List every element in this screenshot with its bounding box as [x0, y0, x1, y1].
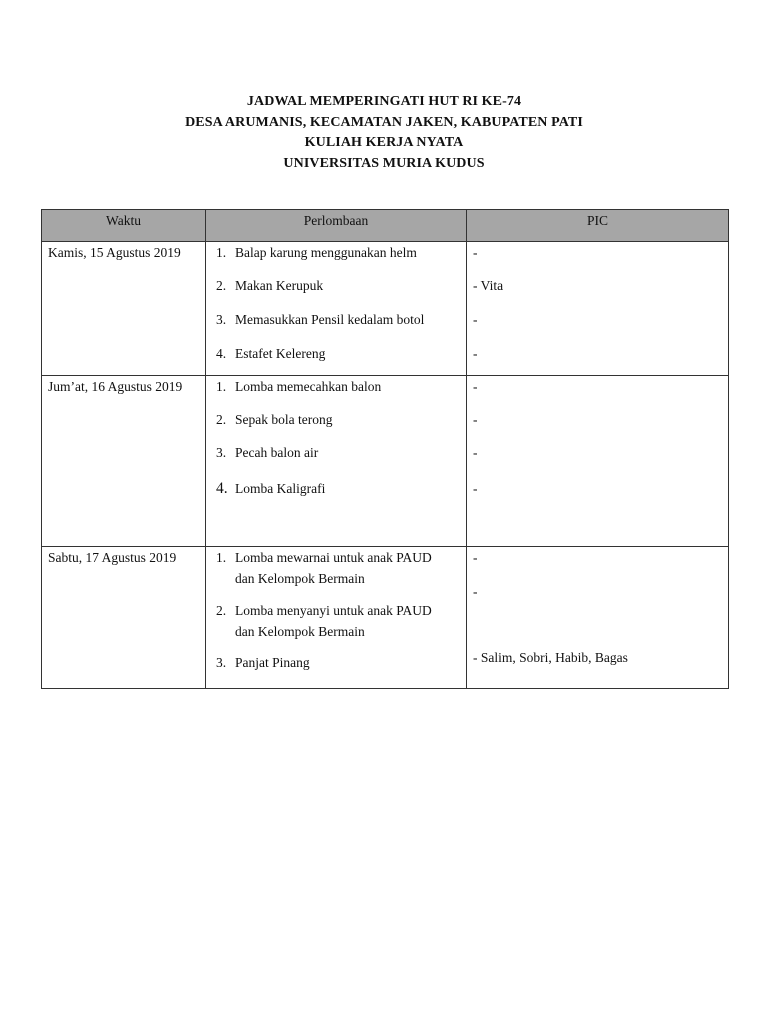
item-number: 4.: [216, 346, 227, 361]
list-item: [206, 377, 466, 397]
pic-value: -: [473, 584, 478, 599]
perlombaan-cell: [206, 547, 467, 689]
table-row: [42, 376, 729, 547]
item-text-line-1: Lomba menyanyi untuk anak PAUD: [235, 603, 432, 618]
schedule-table: [41, 209, 729, 689]
item-text: Balap karung menggunakan helm: [235, 245, 417, 260]
column-header-waktu: Waktu: [42, 210, 206, 242]
item-text-line-2: dan Kelompok Bermain: [235, 624, 365, 639]
item-text: Panjat Pinang: [235, 655, 310, 670]
pic-value: -: [473, 245, 478, 260]
pic-cell: [467, 376, 729, 547]
item-number: 1.: [216, 379, 227, 394]
pic-value: -: [473, 481, 478, 496]
document-title: [0, 92, 768, 174]
list-item: [206, 653, 466, 673]
table-row: [42, 242, 729, 376]
list-item: [206, 548, 466, 589]
item-text: Memasukkan Pensil kedalam botol: [235, 312, 425, 327]
title-line-1: JADWAL MEMPERINGATI HUT RI KE-74: [246, 94, 522, 109]
pic-value: -: [473, 445, 478, 460]
title-line-3: KULIAH KERJA NYATA: [304, 135, 464, 150]
item-text: Makan Kerupuk: [235, 278, 324, 293]
list-item: [206, 243, 466, 263]
title-line-4: UNIVERSITAS MURIA KUDUS: [283, 155, 485, 171]
table-row: [42, 547, 729, 689]
item-number: 3.: [216, 655, 227, 670]
item-number: 3.: [216, 312, 227, 327]
list-item: [206, 310, 466, 330]
item-text: Estafet Kelereng: [235, 346, 326, 361]
item-number: 1.: [216, 550, 227, 565]
pic-value: - Salim, Sobri, Habib, Bagas: [473, 650, 628, 665]
item-text: Lomba memecahkan balon: [235, 379, 382, 394]
item-text: Sepak bola terong: [235, 412, 333, 427]
pic-value: -: [473, 412, 478, 427]
table-header-row: [42, 210, 729, 242]
item-number: 2.: [216, 412, 227, 427]
list-item: [206, 479, 466, 499]
item-text: Pecah balon air: [235, 445, 319, 460]
item-text-line-1: Lomba mewarnai untuk anak PAUD: [235, 550, 432, 565]
pic-cell: [467, 547, 729, 689]
list-item: [206, 601, 466, 642]
item-text-line-2: dan Kelompok Bermain: [235, 571, 365, 586]
perlombaan-cell: [206, 242, 467, 376]
column-header-perlombaan: Perlombaan: [206, 210, 467, 242]
pic-value: - Vita: [473, 278, 504, 293]
item-number: 3.: [216, 445, 227, 460]
pic-value: -: [473, 312, 478, 327]
item-number: 2.: [216, 278, 227, 293]
pic-value: -: [473, 379, 478, 394]
waktu-cell: Kamis, 15 Agustus 2019: [42, 242, 206, 376]
list-item: [206, 344, 466, 364]
item-number: 4.: [216, 480, 228, 497]
pic-value: -: [473, 550, 478, 565]
column-header-pic: PIC: [467, 210, 729, 242]
item-text: Lomba Kaligrafi: [235, 481, 326, 496]
pic-cell: [467, 242, 729, 376]
title-line-2: DESA ARUMANIS, KECAMATAN JAKEN, KABUPATEN PATI: [185, 114, 583, 130]
list-item: [206, 276, 466, 296]
item-number: 1.: [216, 245, 227, 260]
perlombaan-cell: [206, 376, 467, 547]
waktu-cell: Sabtu, 17 Agustus 2019: [42, 547, 206, 689]
list-item: [206, 443, 466, 463]
item-number: 2.: [216, 603, 227, 618]
pic-value: -: [473, 346, 478, 361]
list-item: [206, 410, 466, 430]
waktu-cell: Jum’at, 16 Agustus 2019: [42, 376, 206, 547]
